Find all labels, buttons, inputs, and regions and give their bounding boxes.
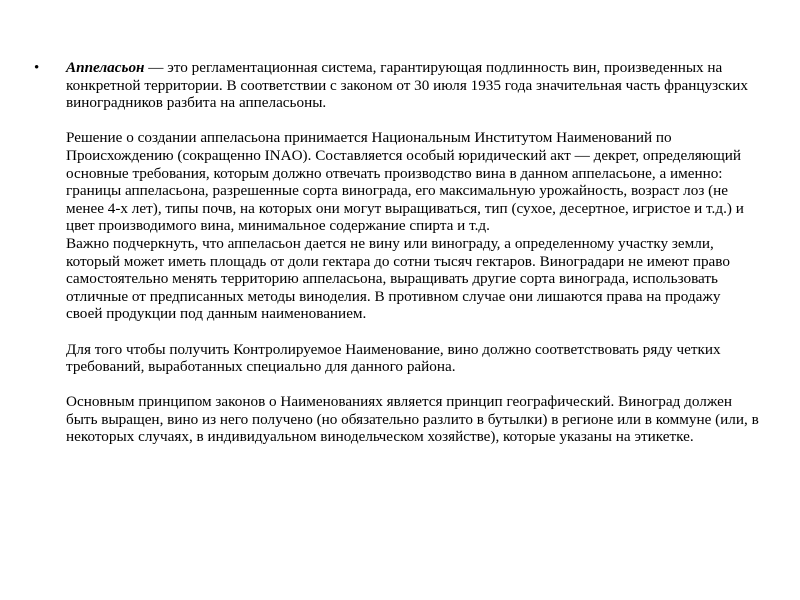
paragraph-text: Важно подчеркнуть, что аппеласьон дается не вину или винограду, а определенному участку земли, который может иметь площадь от доли гектара до сотни тысяч гектаров. Виноградари не имеют право самостоятельно менять территорию аппеласьона, выращивать другие сорта винограда, использовать отличные от предписанных методы виноделия. В противном случае они лишаются права на продажу своей продукции под данным наименованием. — [66, 234, 730, 323]
paragraph-land-emphasis — [66, 235, 760, 323]
term-appellation: Аппеласьон — [66, 59, 145, 76]
paragraph-definition — [66, 59, 760, 112]
text-body — [66, 59, 760, 446]
paragraph-text: Для того чтобы получить Контролируемое Наименование, вино должно соответствовать ряду четких требований, выработанных специально для данного района. — [66, 340, 721, 376]
paragraph-geographic-principle — [66, 393, 760, 446]
paragraph-inao-decision — [66, 129, 760, 235]
paragraph-requirements — [66, 341, 760, 376]
paragraph-text: — это регламентационная система, гарантирующая подлинность вин, произведенных на конкретной территории. В соответствии с законом от 30 июля 1935 года значительная часть французских виноградников разбита на аппеласьоны. — [66, 59, 748, 112]
paragraph-text: Основным принципом законов о Наименованиях является принцип географический. Виноград должен быть выращен, вино из него получено (но обязательно разлито в бутылки) в регионе или в коммуне (или, в некоторых случаях, в индивидуальном винодельческом хозяйстве), которые указаны на этикетке. — [66, 393, 759, 446]
bullet-icon: • — [34, 60, 40, 76]
paragraph-text: Решение о создании аппеласьона принимается Национальным Институтом Наименований по Происхождению (сокращенно INAO). Составляется особый юридический акт — декрет, определяющий основные требования, которым должно отвечать производство вина в данном аппеласьоне, а именно: границы аппеласьона, разрешенные сорта винограда, его максимальную урожайность, возраст лоз (не менее 4-х лет), типы почв, на которых они могут выращиваться, тип (сухое, десертное, игристое и т.д.) и цвет производимого вина, минимальное содержание спирта и т.д. — [66, 129, 744, 235]
